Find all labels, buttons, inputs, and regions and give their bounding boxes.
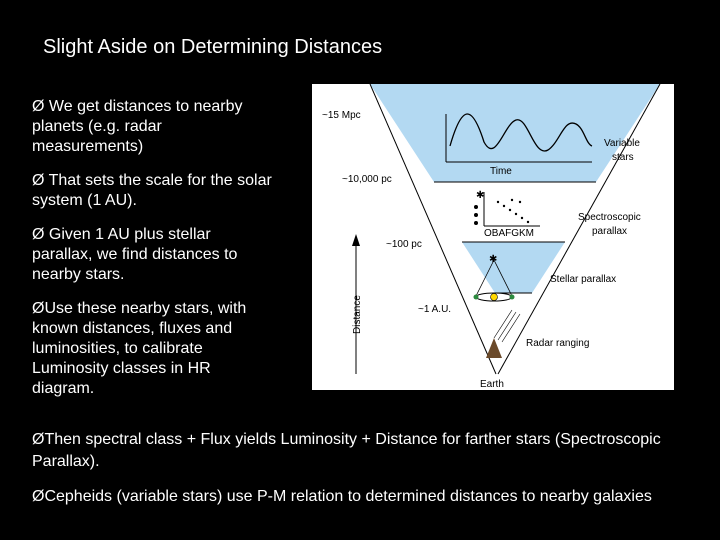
bullet-hr-calibration <box>32 299 272 399</box>
star-icon: ✱ <box>489 254 498 265</box>
bullet-arrow-icon: Ø <box>32 226 45 243</box>
method-label-radar-ranging: Radar ranging <box>526 338 590 349</box>
bullet-spectroscopic-parallax <box>32 429 692 473</box>
bullet-arrow-icon: Ø <box>32 488 45 505</box>
spectral-class-label: OBAFGKM <box>484 228 535 239</box>
stellar-parallax-band <box>462 242 565 293</box>
bullet-arrow-icon: Ø <box>32 172 45 189</box>
level-label: ~15 Mpc <box>322 110 361 121</box>
bullet-cepheids <box>32 486 692 508</box>
level-label: ~10,000 pc <box>342 174 392 185</box>
bullet-text: That sets the scale for the solar system (1 AU). <box>32 172 272 209</box>
earth-position-icon <box>474 295 479 300</box>
method-label-spectroscopic: parallax <box>592 226 628 237</box>
time-label: Time <box>490 166 512 177</box>
radar-dish-icon <box>486 338 502 358</box>
slide-title: Slight Aside on Determining Distances <box>43 36 383 58</box>
variable-stars-band <box>370 84 660 182</box>
bullet-text: Then spectral class + Flux yields Luminosity + Distance for farther stars (Spectroscopic Parallax). <box>32 431 661 470</box>
distance-axis-label: Distance <box>352 295 363 334</box>
star-marker-icon: ✱ <box>476 190 485 201</box>
bullet-text: Cepheids (variable stars) use P-M relation to determined distances to nearby galaxies <box>44 488 652 505</box>
axis-arrow-icon <box>352 234 360 246</box>
distance-ladder-diagram <box>312 84 674 390</box>
bullet-radar <box>32 97 272 157</box>
method-label-variable-stars: Variable <box>604 138 640 149</box>
bullet-au-scale <box>32 171 272 211</box>
bullet-arrow-icon: Ø <box>32 300 45 317</box>
method-label-stellar-parallax: Stellar parallax <box>550 274 617 285</box>
bullet-list <box>32 97 272 413</box>
bullet-text: We get distances to nearby planets (e.g. radar measurements) <box>32 98 243 155</box>
earth-position-icon <box>510 295 515 300</box>
level-label: ~1 A.U. <box>418 304 452 315</box>
bullet-parallax <box>32 225 272 285</box>
bullet-text: Given 1 AU plus stellar parallax, we find distances to nearby stars. <box>32 226 238 283</box>
sun-icon <box>491 294 498 301</box>
level-label: ~100 pc <box>386 239 422 250</box>
method-label-spectroscopic: Spectroscopic <box>578 212 641 223</box>
bullet-arrow-icon: Ø <box>32 431 45 448</box>
earth-label: Earth <box>480 379 504 390</box>
bullet-text: Use these nearby stars, with known distances, fluxes and luminosities, to calibrate Luminosity classes in HR diagram. <box>32 300 247 397</box>
distance-ladder-figure <box>312 84 674 390</box>
radar-ranging-inset <box>486 310 520 358</box>
method-label-variable-stars: stars <box>612 152 634 163</box>
hr-diagram-inset <box>474 190 540 239</box>
bullet-arrow-icon: Ø <box>32 98 45 115</box>
